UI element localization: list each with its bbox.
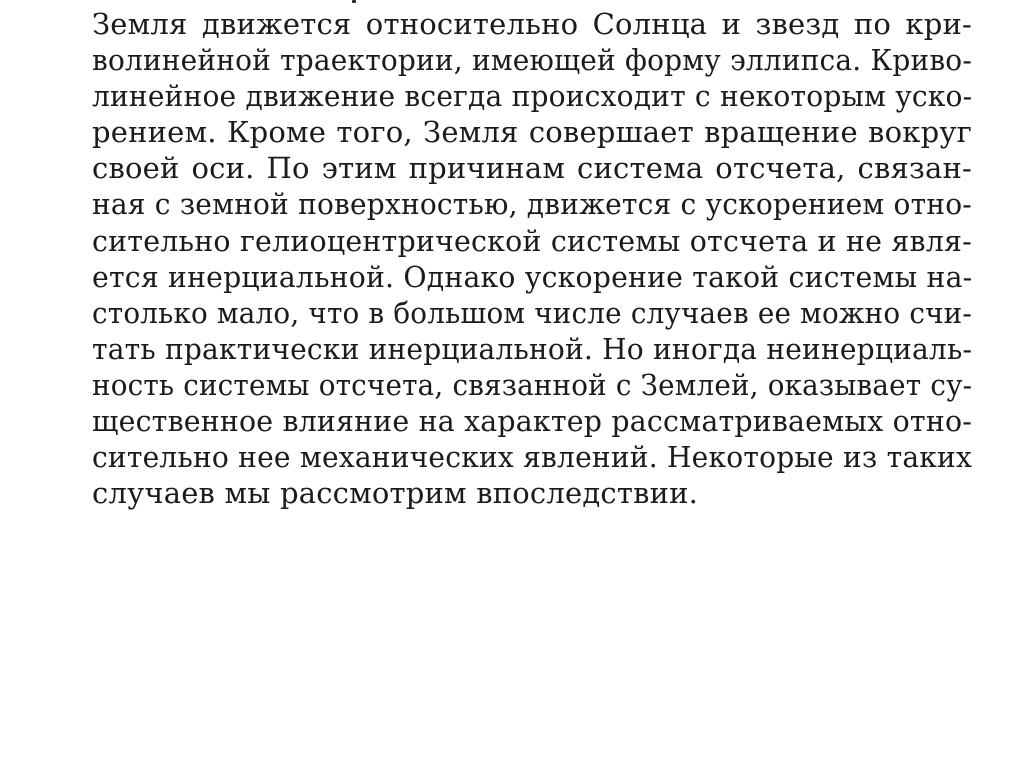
text-line: волинейной траектории, имеющей форму эллипса. Криво-: [92, 43, 972, 78]
text-line: своей оси. По этим причинам система отсчета, связан-: [92, 151, 972, 186]
scan-speck: [352, 0, 356, 3]
text-line: рением. Кроме того, Земля совершает вращение вокруг: [92, 115, 972, 150]
text-line: щественное влияние на характер рассматриваемых отно-: [92, 404, 973, 439]
text-line: ность системы отсчета, связанной с Землей, оказывает су-: [92, 367, 973, 402]
text-line: ется инерциальной. Однако ускорение такой системы на-: [92, 259, 973, 294]
text-line: сительно гелиоцентрической системы отсчета и не явля-: [92, 223, 972, 258]
paragraph: [92, 6, 972, 511]
text-line: линейное движение всегда происходит с некоторым уско-: [92, 79, 973, 114]
text-line: Земля движется относительно Солнца и звезд по кри-: [92, 7, 972, 41]
text-line: столько мало, что в большом числе случаев ее можно счи-: [92, 295, 972, 330]
text-line: ная с земной поверхностью, движется с ускорением отно-: [92, 187, 972, 222]
text-line: тать практически инерциальной. Но иногда неинерциаль-: [92, 331, 973, 366]
text-line: случаев мы рассмотрим впоследствии.: [92, 476, 699, 511]
text-line: сительно нее механических явлений. Некоторые из таких: [92, 440, 973, 475]
